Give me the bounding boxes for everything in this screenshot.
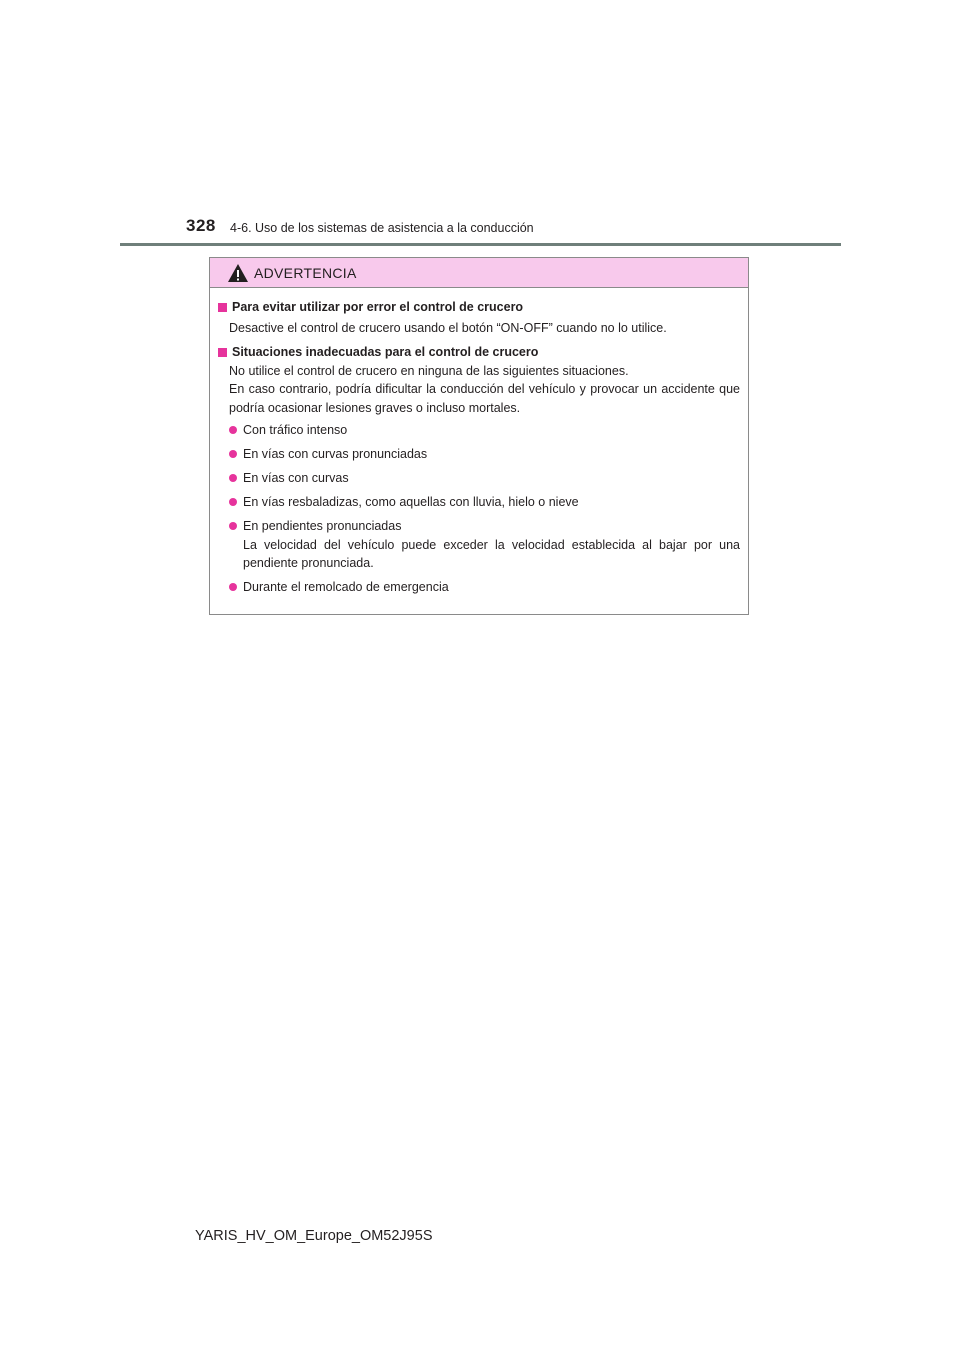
topic-heading: Para evitar utilizar por error el control de crucero <box>232 300 524 314</box>
topic-unsuitable-situations <box>218 343 740 597</box>
warning-body <box>210 288 748 597</box>
warning-title: ADVERTENCIA <box>254 264 357 281</box>
list-item: En vías con curvas pronunciadas <box>229 445 740 464</box>
section-title: 4-6. Uso de los sistemas de asistencia a la conducción <box>230 221 534 235</box>
square-bullet-icon <box>218 348 227 357</box>
round-bullet-icon <box>229 474 237 482</box>
round-bullet-icon <box>229 498 237 506</box>
list-item: Durante el remolcado de emergencia <box>229 578 740 597</box>
topic-paragraph: No utilice el control de crucero en ninguna de las siguientes situaciones. <box>229 363 629 378</box>
warning-triangle-icon <box>227 263 249 283</box>
document-code: YARIS_HV_OM_Europe_OM52J95S <box>195 1228 433 1244</box>
topic-paragraph: Desactive el control de crucero usando el botón “ON-OFF” cuando no lo utilice. <box>229 320 667 335</box>
list-item: En pendientes pronunciadas La velocidad del vehículo puede exceder la velocidad establecida al bajar por una pendiente pronunciada. <box>229 517 740 573</box>
page-number: 328 <box>186 216 216 235</box>
topic-paragraph: En caso contrario, podría dificultar la conducción del vehículo y provocar un accidente que podría ocasionar lesiones graves o incluso mortales. <box>229 382 740 415</box>
round-bullet-icon <box>229 426 237 434</box>
topic-misuse <box>218 298 740 337</box>
situation-list <box>218 421 740 597</box>
warning-header <box>210 258 748 288</box>
topic-heading: Situaciones inadecuadas para el control de crucero <box>232 345 539 359</box>
list-item: En vías resbaladizas, como aquellas con lluvia, hielo o nieve <box>229 493 740 512</box>
warning-box <box>209 257 749 615</box>
list-item: Con tráfico intenso <box>229 421 740 440</box>
header-rule <box>120 243 841 246</box>
round-bullet-icon <box>229 522 237 530</box>
list-item: En vías con curvas <box>229 469 740 488</box>
list-item-detail: La velocidad del vehículo puede exceder la velocidad establecida al bajar por una pendiente pronunciada. <box>243 537 740 570</box>
round-bullet-icon <box>229 450 237 458</box>
round-bullet-icon <box>229 583 237 591</box>
square-bullet-icon <box>218 303 227 312</box>
